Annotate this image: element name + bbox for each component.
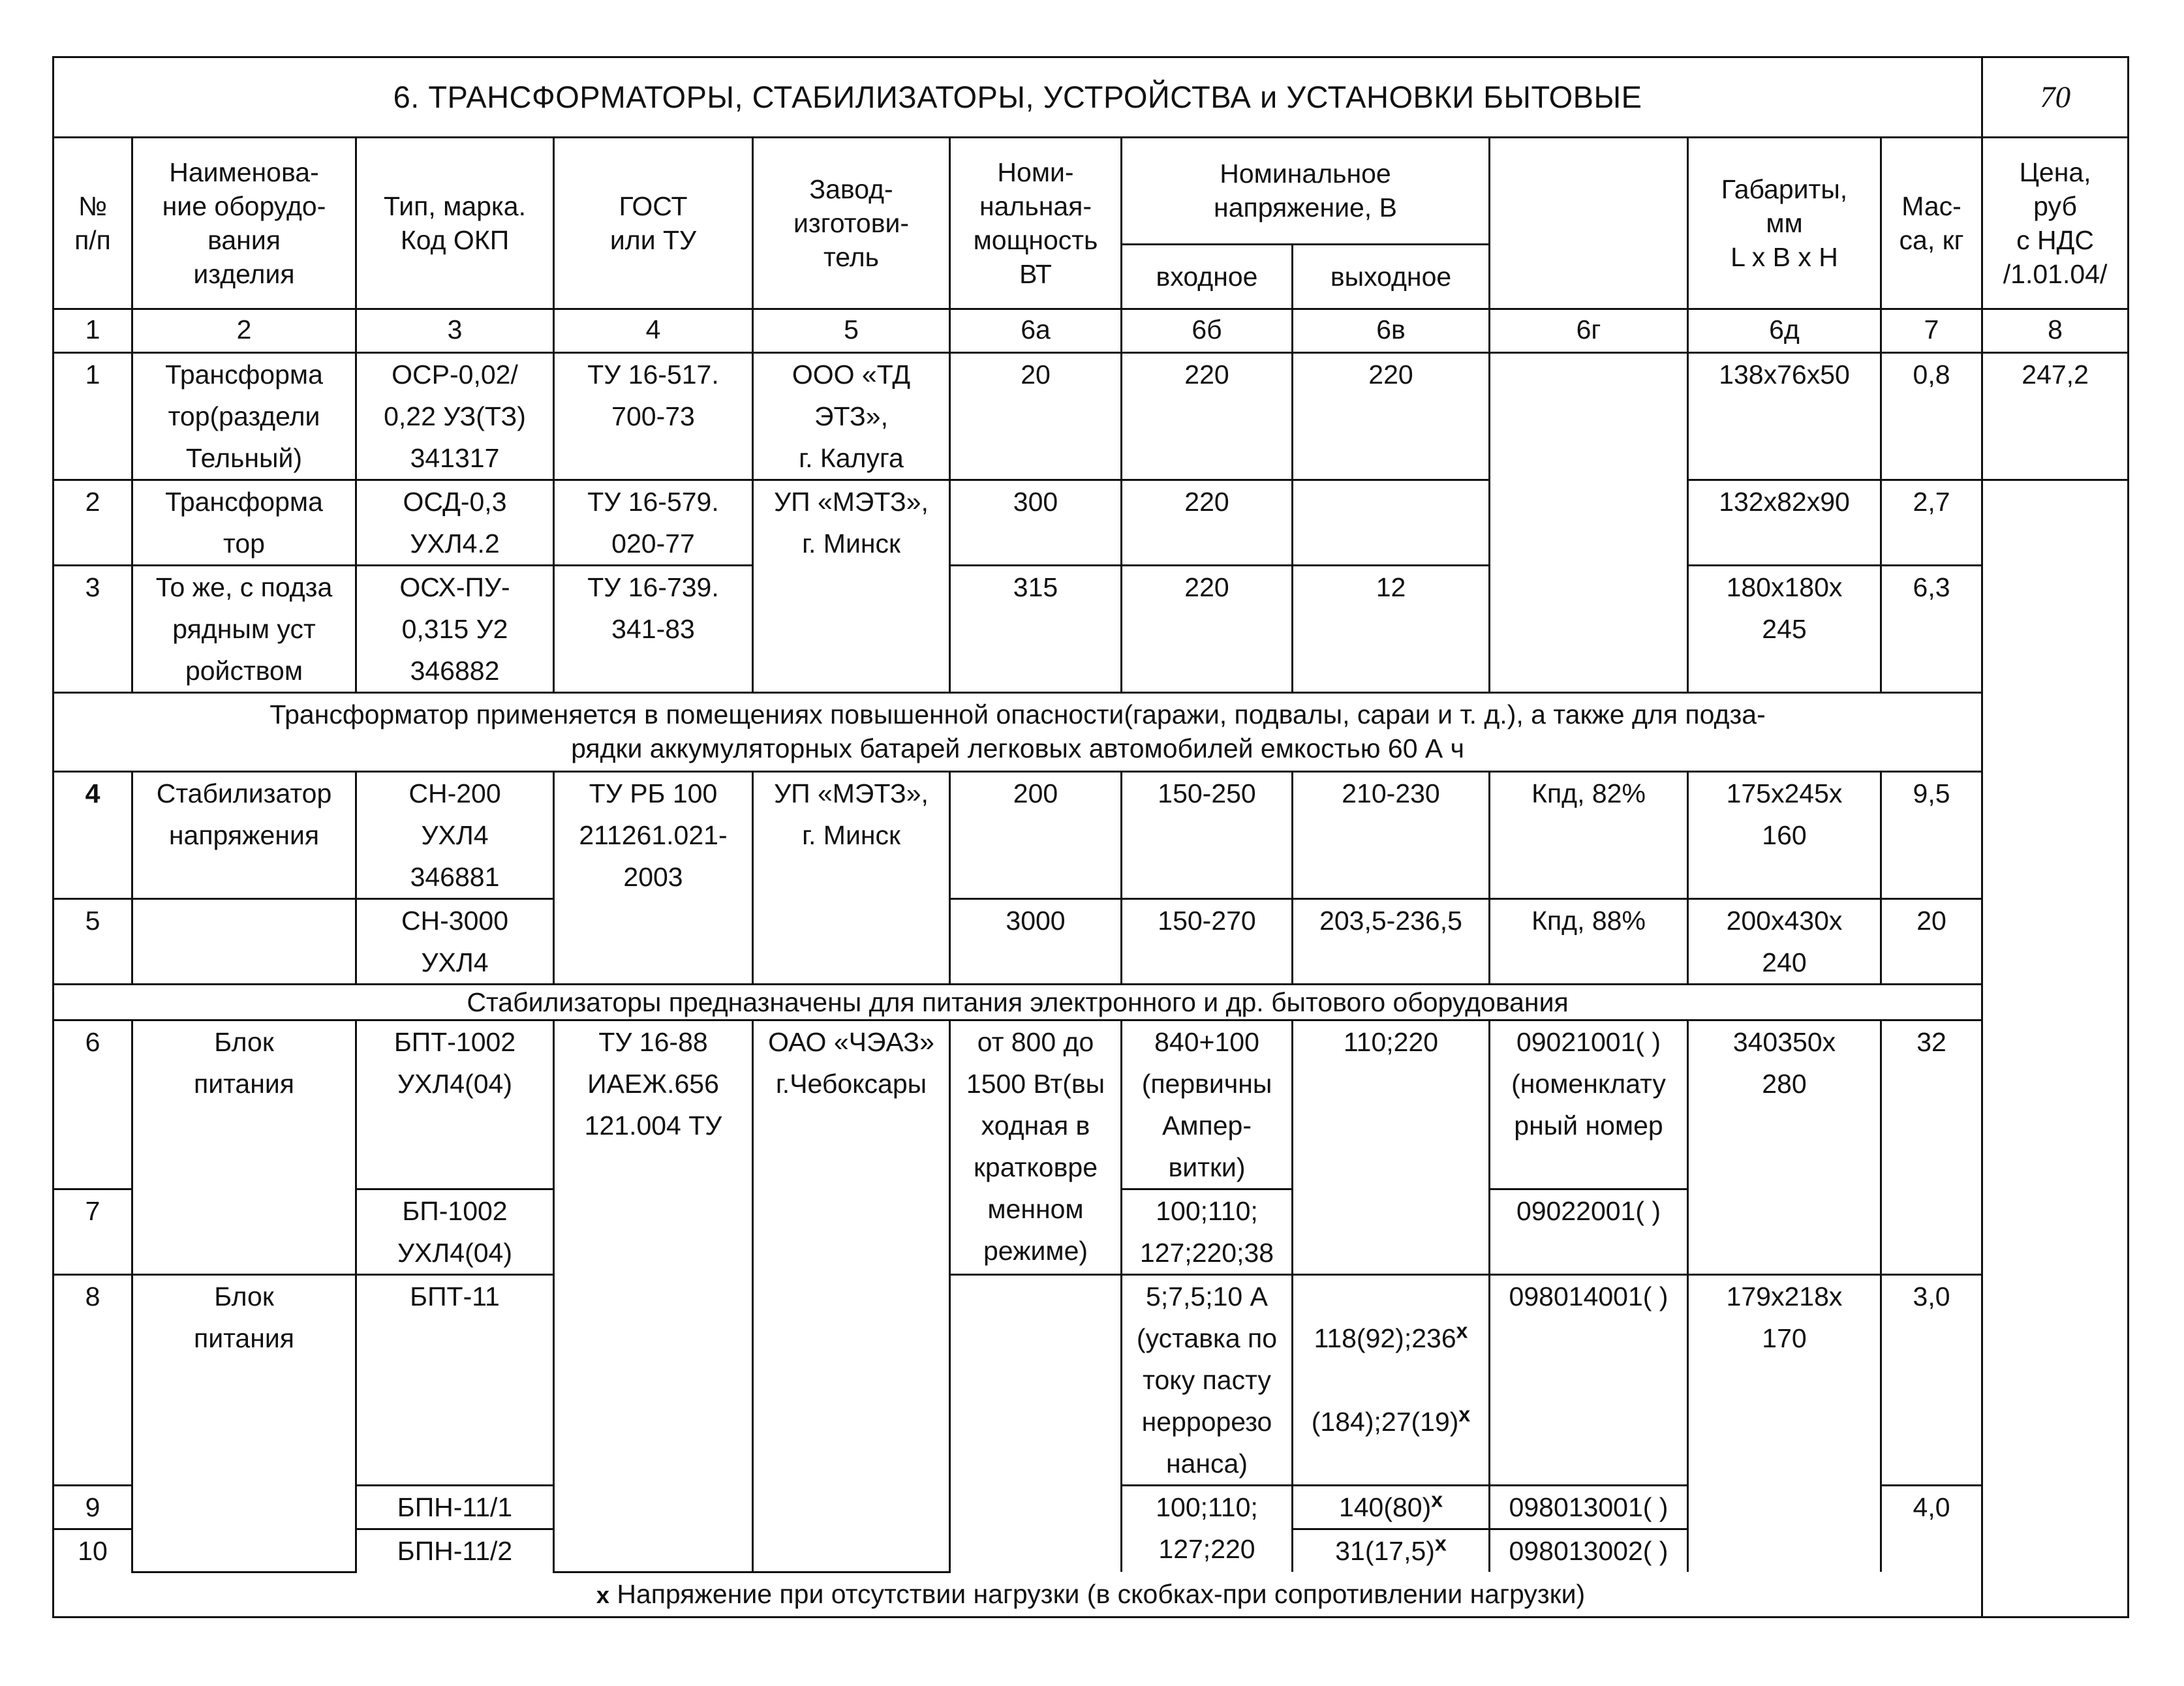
col-header-maker: Завод- изготови- тель [753,138,950,309]
index-cell: 1 [54,309,132,353]
row-voltage-in: 840+100 (первичны Ампер- витки) [1122,1020,1293,1189]
footnote-mark: x [596,1581,609,1608]
note-row [54,985,2129,1020]
row-type: СН-200 УХЛ4 346881 [356,772,554,899]
row-price: 247,2 [1982,353,2129,480]
row-power: 300 [950,480,1122,566]
voltage-out-value: 140(80) [1338,1492,1432,1522]
table-row [54,566,2129,693]
row-voltage-out: 110;220 [1293,1020,1490,1275]
row-voltage-in: 220 [1122,566,1293,693]
col-header-type: Тип, марка. Код ОКП [356,138,554,309]
row-mass: 3,0 [1881,1275,1982,1486]
row-voltage-in: 100;110; 127;220;38 [1122,1189,1293,1275]
row-type: БПТ-1002 УХЛ4(04) [356,1020,554,1189]
col-header-voltage-out: выходное [1293,244,1490,309]
index-cell: 2 [132,309,356,353]
index-cell: 6д [1688,309,1881,353]
row-num: 1 [54,353,132,480]
note-row [54,693,2129,772]
row-power: 20 [950,353,1122,480]
row-num: 10 [54,1529,132,1572]
row-voltage-in: 220 [1122,353,1293,480]
price-empty-cell [1982,480,2129,1617]
row-maker: УП «МЭТЗ», г. Минск [753,772,950,985]
row-gost: ТУ 16-517. 700-73 [554,353,753,480]
index-cell: 8 [1982,309,2129,353]
col-header-voltage-in: входное [1122,244,1293,309]
row-voltage-out: 210-230 [1293,772,1490,899]
row-power: от 800 до 1500 Вт(вы ходная в кратковре менном режиме) [950,1020,1122,1275]
index-cell: 3 [356,309,554,353]
index-cell: 6б [1122,309,1293,353]
row-name: То же, с подза рядным уст ройством [132,566,356,693]
row-mass: 20 [1881,899,1982,985]
row-name [132,899,356,985]
row-extra: 098013001( ) [1490,1486,1688,1529]
row-num: 2 [54,480,132,566]
row-extra: 09022001( ) [1490,1189,1688,1275]
row-type: СН-3000 УХЛ4 [356,899,554,985]
row-gost: ТУ РБ 100 211261.021- 2003 [554,772,753,985]
row-mass: 0,8 [1881,353,1982,480]
index-cell: 6а [950,309,1122,353]
row-voltage-in: 150-250 [1122,772,1293,899]
row-maker: ОАО «ЧЭАЗ» г.Чебоксары [753,1020,950,1572]
row-dims: 132х82х90 [1688,480,1881,566]
row-voltage-in: 220 [1122,480,1293,566]
row-name: Блок питания [132,1275,356,1572]
voltage-out-line-2: (184);27(19) [1311,1407,1459,1437]
col-header-voltage: Номинальное напряжение, В [1122,138,1490,245]
row-power: 200 [950,772,1122,899]
note-transformer: Трансформатор применяется в помещениях повышенной опасности(гаражи, подвалы, сараи и т. д.), а также для подза- рядки аккумуляторных батарей легковых автомобилей емкостью 60 А ч [54,693,1982,772]
row-dims: 180х180х 245 [1688,566,1881,693]
index-cell: 5 [753,309,950,353]
row-dims: 138х76х50 [1688,353,1881,480]
voltage-out-value: 31(17,5) [1335,1536,1435,1566]
row-voltage-in: 5;7,5;10 А (уставка по току пасту неррорезо нанса) [1122,1275,1293,1486]
row-maker: ООО «ТД ЭТЗ», г. Калуга [753,353,950,480]
footnote-text: Напряжение при отсутствии нагрузки (в скобках-при сопротивлении нагрузки) [617,1578,1586,1609]
table-row [54,1020,2129,1189]
row-type: ОСД-0,3 УХЛ4.2 [356,480,554,566]
row-voltage-in: 150-270 [1122,899,1293,985]
footnote-mark: x [1431,1488,1443,1512]
equipment-table [52,56,2129,1618]
row-extra: 098014001( ) [1490,1275,1688,1486]
col-header-price: Цена, руб с НДС /1.01.04/ [1982,138,2129,309]
footnote-row [54,1572,2129,1617]
footnote-mark: x [1434,1531,1447,1556]
col-header-dims: Габариты, мм L x B x H [1688,138,1881,309]
row-maker: УП «МЭТЗ», г. Минск [753,480,950,693]
note-stabilizer: Стабилизаторы предназначены для питания электронного и др. бытового оборудования [54,985,1982,1020]
row-type: БП-1002 УХЛ4(04) [356,1189,554,1275]
index-cell: 6г [1490,309,1688,353]
row-voltage-in: 100;110; 127;220 [1122,1486,1293,1572]
row-type: ОСР-0,02/ 0,22 УЗ(ТЗ) 341317 [356,353,554,480]
table-row [54,480,2129,566]
row-name: Трансформа тор [132,480,356,566]
col-header-extra [1490,138,1688,309]
index-cell: 4 [554,309,753,353]
row-num: 8 [54,1275,132,1486]
col-header-mass: Мас- са, кг [1881,138,1982,309]
title-row [54,57,2129,138]
row-extra [1490,353,1688,693]
table-row [54,899,2129,985]
index-cell: 7 [1881,309,1982,353]
row-type: БПН-11/1 [356,1486,554,1529]
header-row [54,138,2129,245]
row-dims: 179х218х 170 [1688,1275,1881,1572]
table-row [54,772,2129,899]
row-type: БПТ-11 [356,1275,554,1486]
price-list-sheet [52,56,2127,1609]
col-header-gost: ГОСТ или ТУ [554,138,753,309]
row-type: ОСХ-ПУ- 0,315 У2 346882 [356,566,554,693]
page-number: 70 [1982,57,2129,138]
row-num: 3 [54,566,132,693]
row-mass: 9,5 [1881,772,1982,899]
index-cell: 6в [1293,309,1490,353]
row-num: 5 [54,899,132,985]
row-type: БПН-11/2 [356,1529,554,1572]
footnote-mark: x [1456,1319,1468,1343]
row-voltage-out [1293,1486,1490,1529]
col-header-power: Номи- нальная- мощность ВТ [950,138,1122,309]
row-power: 3000 [950,899,1122,985]
row-gost: ТУ 16-579. 020-77 [554,480,753,566]
row-num: 9 [54,1486,132,1529]
row-voltage-out [1293,480,1490,566]
row-extra: Кпд, 82% [1490,772,1688,899]
row-voltage-out: 220 [1293,353,1490,480]
row-mass: 4,0 [1881,1486,1982,1572]
row-voltage-out [1293,1275,1490,1486]
row-extra: Кпд, 88% [1490,899,1688,985]
row-gost: ТУ 16-88 ИАЕЖ.656 121.004 ТУ [554,1020,753,1572]
row-power: 315 [950,566,1122,693]
col-header-name: Наименова- ние оборудо- вания изделия [132,138,356,309]
row-mass: 32 [1881,1020,1982,1275]
row-mass: 6,3 [1881,566,1982,693]
table-row [54,353,2129,480]
row-extra: 09021001( ) (номенклату рный номер [1490,1020,1688,1189]
footnote-mark: x [1458,1402,1471,1426]
row-voltage-out: 12 [1293,566,1490,693]
row-mass: 2,7 [1881,480,1982,566]
row-num: 4 [54,772,132,899]
row-name: Блок питания [132,1020,356,1275]
row-name: Стабилизатор напряжения [132,772,356,899]
row-name: Трансформа тор(раздели Тельный) [132,353,356,480]
row-dims: 175х245х 160 [1688,772,1881,899]
row-power [950,1275,1122,1572]
row-dims: 340350х 280 [1688,1020,1881,1275]
row-voltage-out [1293,1529,1490,1572]
col-header-num: № п/п [54,138,132,309]
row-num: 6 [54,1020,132,1189]
page-title: 6. ТРАНСФОРМАТОРЫ, СТАБИЛИЗАТОРЫ, УСТРОЙСТВА и УСТАНОВКИ БЫТОВЫЕ [54,57,1982,138]
row-gost: ТУ 16-739. 341-83 [554,566,753,693]
footnote [54,1572,2129,1617]
row-extra: 098013002( ) [1490,1529,1688,1572]
row-voltage-out: 203,5-236,5 [1293,899,1490,985]
row-num: 7 [54,1189,132,1275]
index-row [54,309,2129,353]
table-row [54,1275,2129,1486]
voltage-out-line-1: 118(92);236 [1314,1323,1456,1353]
row-dims: 200х430х 240 [1688,899,1881,985]
